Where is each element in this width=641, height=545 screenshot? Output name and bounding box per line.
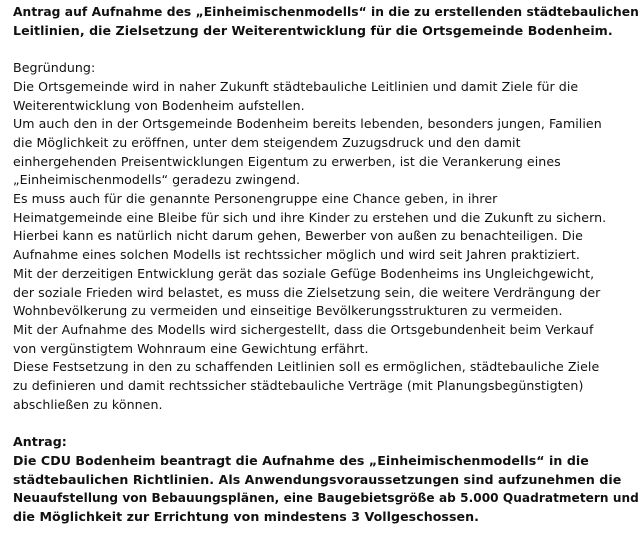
- title-line: Antrag auf Aufnahme des „Einheimischenmodells“ in die zu erstellenden städtebaulichen: [13, 4, 639, 19]
- body-line: einhergehenden Preisentwicklungen Eigentum zu erwerben, ist die Verankerung eines: [13, 153, 561, 169]
- spacer: [13, 40, 638, 59]
- body-line: Wohnbevölkerung zu vermeiden und einseitige Bevölkerungsstrukturen zu vermeiden.: [13, 303, 563, 319]
- body-line: die Möglichkeit zu eröffnen, unter dem steigendem Zuzugsdruck und den damit: [13, 134, 521, 150]
- body-line: Mit der Aufnahme des Modells wird sichergestellt, dass die Ortsgebundenheit beim Verkauf: [13, 321, 594, 337]
- body-line: „Einheimischenmodells“ geradezu zwingend.: [13, 172, 301, 188]
- begruendung-section: [13, 59, 638, 414]
- body-line: Hierbei kann es natürlich nicht darum gehen, Bewerber von außen zu benachteiligen. Die: [13, 228, 583, 244]
- body-line: zu definieren und damit rechtssicher städtebauliche Verträge (mit Planungsbegünstigten): [13, 378, 584, 394]
- antrag-line: die Möglichkeit zur Errichtung von mindestens 3 Vollgeschossen.: [13, 508, 479, 524]
- body-line: abschließen zu können.: [13, 396, 163, 412]
- antrag-line: städtebaulichen Richtlinien. Als Anwendungsvoraussetzungen sind aufzunehmen die: [13, 471, 622, 487]
- body-line: Es muss auch für die genannte Personengruppe eine Chance geben, in ihrer: [13, 191, 498, 207]
- antrag-heading: Antrag:: [13, 434, 67, 450]
- body-line: Um auch den in der Ortsgemeinde Bodenheim bereits lebenden, besonders jungen, Familien: [13, 116, 602, 132]
- begruendung-heading: Begründung:: [13, 60, 96, 76]
- body-line: Mit der derzeitigen Entwicklung gerät das soziale Gefüge Bodenheims ins Ungleichgewicht,: [13, 265, 595, 281]
- spacer: [13, 414, 638, 433]
- body-line: von vergünstigtem Wohnraum eine Gewichtung erfährt.: [13, 340, 369, 356]
- body-line: der soziale Frieden wird belastet, es muss die Zielsetzung sein, die weitere Verdrängung der: [13, 284, 601, 300]
- document-page: [13, 3, 638, 527]
- antrag-section: [13, 433, 638, 527]
- antrag-line: Neuaufstellung von Bebauungsplänen, eine Baugebietsgröße ab 5.000 Quadratmetern und: [13, 490, 639, 506]
- body-line: Weiterentwicklung von Bodenheim aufstellen.: [13, 97, 305, 113]
- title-line: Leitlinien, die Zielsetzung der Weiterentwicklung für die Ortsgemeinde Bodenheim.: [13, 22, 613, 38]
- antrag-line: Die CDU Bodenheim beantragt die Aufnahme des „Einheimischenmodells“ in die: [13, 452, 589, 468]
- body-line: Heimatgemeinde eine Bleibe für sich und ihre Kinder zu erstehen und die Zukunft zu sichern.: [13, 209, 607, 225]
- body-line: Die Ortsgemeinde wird in naher Zukunft städtebauliche Leitlinien und damit Ziele für die: [13, 78, 579, 94]
- body-line: Diese Festsetzung in den zu schaffenden Leitlinien soll es ermöglichen, städtebauliche Ziele: [13, 359, 600, 375]
- body-line: Aufnahme eines solchen Modells ist rechtssicher möglich und wird seit Jahren praktiziert.: [13, 247, 580, 263]
- document-title: [13, 3, 638, 40]
